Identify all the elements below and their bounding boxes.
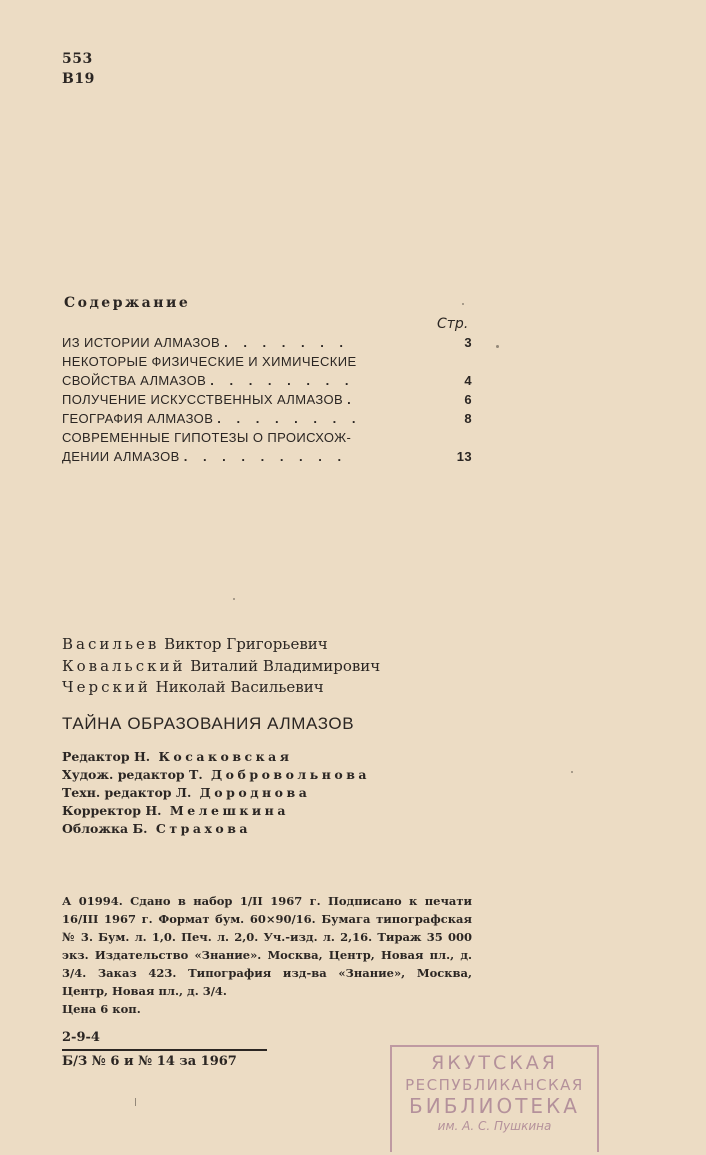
- credit-initial: Б.: [132, 821, 148, 836]
- toc-entry-page: 4: [464, 373, 472, 388]
- imprint-block: [62, 892, 472, 1018]
- credit-role: Редактор: [62, 749, 130, 764]
- imprint-text: А 01994. Сдано в набор 1/II 1967 г. Подписано к печати 16/III 1967 г. Формат бум. 60×90/16. Бумага типографская № 3. Бум. л. 1,0. Печ. л. 2,0. Уч.-изд. л. 2,16. Тираж 35 000 экз. Издательство «Знание». Москва, Центр, Новая пл., д. 3/4. Заказ 423. Типография изд-ва «Знание», Москва, Центр, Новая пл., д. 3/4.: [62, 894, 472, 998]
- credit-row: [62, 748, 370, 766]
- stamp-line-4: им. А. С. Пушкина: [437, 1119, 552, 1133]
- author-name: Виталий Владимирович: [190, 656, 381, 675]
- catalog-codes: [62, 1027, 267, 1073]
- price: Цена 6 коп.: [62, 1002, 141, 1016]
- toc-entry-title: ПОЛУЧЕНИЕ ИСКУССТВЕННЫХ АЛМАЗОВ: [62, 392, 344, 407]
- paper-speck: [462, 303, 464, 305]
- credit-name: Добровольнова: [211, 767, 371, 782]
- stamp-line-1: ЯКУТСКАЯ: [431, 1052, 558, 1074]
- author: [62, 677, 380, 699]
- toc-leader-dots: . . . . . . .: [224, 335, 350, 350]
- credit-initial: Л.: [175, 785, 192, 800]
- toc-leader-dots: . . . . . . . .: [210, 373, 355, 388]
- toc-entry-title: НЕКОТОРЫЕ ФИЗИЧЕСКИЕ И ХИМИЧЕСКИЕ: [62, 354, 357, 369]
- credit-role: Корректор: [62, 803, 141, 818]
- author: [62, 634, 380, 656]
- toc-entry: [62, 390, 472, 409]
- authors-list: [62, 634, 380, 699]
- toc-entry-page: 6: [464, 392, 472, 407]
- udc-code: [62, 49, 95, 89]
- toc-entry-title-cont: СВОЙСТВА АЛМАЗОВ: [62, 373, 207, 388]
- toc-title: Содержание: [64, 295, 191, 311]
- paper-speck: [496, 345, 499, 348]
- author: [62, 656, 380, 678]
- stamp-line-3: БИБЛИОТЕКА: [409, 1094, 580, 1118]
- credit-initial: Т.: [189, 767, 203, 782]
- toc-entry-title: СОВРЕМЕННЫЕ ГИПОТЕЗЫ О ПРОИСХОЖ-: [62, 430, 352, 445]
- paper-speck: [233, 598, 235, 600]
- toc-entry: [62, 352, 472, 390]
- toc-page-header: Стр.: [437, 316, 469, 332]
- credit-initial: Н.: [145, 803, 162, 818]
- toc-entry: [62, 409, 472, 428]
- table-of-contents: [62, 333, 472, 466]
- author-name: Виктор Григорьевич: [164, 635, 328, 653]
- toc-leader-dots: .: [347, 392, 357, 407]
- credit-name: Страхова: [155, 821, 252, 836]
- udc-line-2: В19: [62, 71, 95, 87]
- author-name: Николай Васильевич: [155, 678, 324, 696]
- credit-role: Худож. редактор: [62, 767, 185, 782]
- credit-role: Техн. редактор: [62, 785, 172, 800]
- library-stamp: [390, 1045, 599, 1152]
- toc-entry-page: 8: [464, 411, 472, 426]
- catalog-code-2: Б/З № 6 и № 14 за 1967: [62, 1054, 237, 1069]
- credit-row: [62, 820, 370, 838]
- toc-entry-page: 3: [464, 335, 472, 350]
- book-title: ТАЙНА ОБРАЗОВАНИЯ АЛМАЗОВ: [62, 714, 355, 733]
- credit-initial: Н.: [134, 749, 151, 764]
- paper-speck: [135, 1098, 136, 1106]
- stamp-line-2: РЕСПУБЛИКАНСКАЯ: [405, 1076, 584, 1094]
- author-surname: Черский: [62, 678, 151, 696]
- credit-row: [62, 784, 370, 802]
- credit-row: [62, 802, 370, 820]
- credit-name: Косаковская: [158, 749, 293, 764]
- credit-role: Обложка: [62, 821, 129, 836]
- toc-entry: [62, 333, 472, 352]
- toc-entry: [62, 428, 472, 466]
- toc-leader-dots: . . . . . . . .: [217, 411, 362, 426]
- editorial-credits: [62, 748, 370, 838]
- toc-entry-title: ГЕОГРАФИЯ АЛМАЗОВ: [62, 411, 214, 426]
- credit-row: [62, 766, 370, 784]
- paper-speck: [571, 771, 573, 773]
- toc-leader-dots: . . . . . . . . .: [183, 449, 348, 464]
- author-surname: Ковальский: [62, 656, 186, 675]
- udc-line-1: 553: [62, 51, 93, 67]
- toc-entry-page: 13: [456, 449, 472, 464]
- credit-name: Мелешкина: [169, 803, 289, 818]
- credit-name: Дороднова: [199, 785, 311, 800]
- toc-entry-title-cont: ДЕНИИ АЛМАЗОВ: [62, 449, 180, 464]
- catalog-code-1: 2-9-4: [62, 1030, 100, 1045]
- author-surname: Васильев: [62, 635, 160, 653]
- toc-entry-title: ИЗ ИСТОРИИ АЛМАЗОВ: [62, 335, 221, 350]
